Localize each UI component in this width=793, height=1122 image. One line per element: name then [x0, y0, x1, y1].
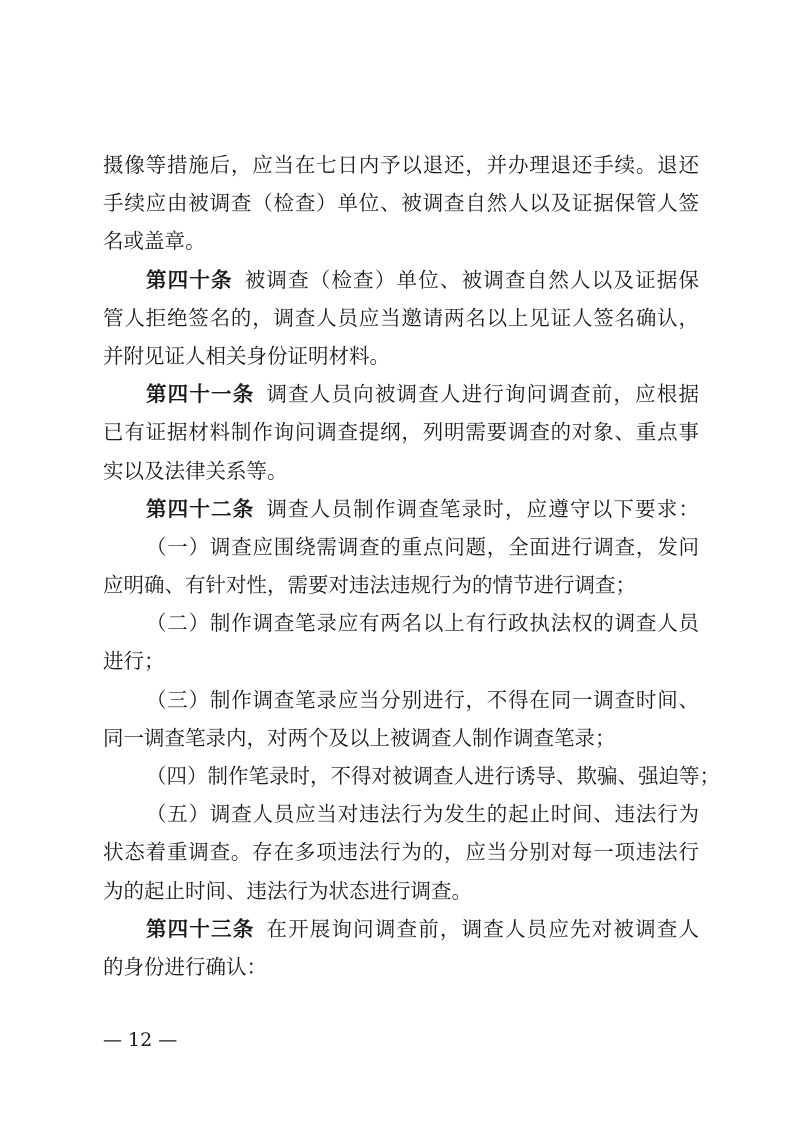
text-line: （五）调查人员应当对违法行为发生的起止时间、违法行为 — [146, 802, 699, 827]
text-line: （一）调查应围绕需调查的重点问题，全面进行调查，发问 — [146, 534, 699, 559]
text-line: 管人拒绝签名的，调查人员应当邀请两名以上见证人签名确认， — [103, 305, 699, 330]
article-paragraph — [103, 261, 699, 376]
list-item-paragraph — [103, 528, 699, 604]
text-line: （四）制作笔录时，不得对被调查人进行诱导、欺骗、强迫等； — [146, 764, 720, 788]
list-item-paragraph — [103, 604, 699, 680]
text-line: 为的起止时间、违法行为状态进行调查。 — [103, 878, 472, 903]
text-line: 摄像等措施后，应当在七日内予以退还，并办理退还手续。退还 — [103, 153, 699, 177]
text-line: 应明确、有针对性，需要对违法违规行为的情节进行调查； — [103, 573, 636, 598]
text-line: 进行； — [103, 649, 165, 674]
text-line — [103, 261, 699, 299]
text-line: 状态着重调查。存在多项违法行为的，应当分别对每一项违法行 — [103, 840, 699, 865]
article-label: 第四十三条 — [146, 916, 255, 941]
text-line: 实以及法律关系等。 — [103, 458, 288, 483]
article-text: 调查人员向被调查人进行询问调查前，应根据 — [266, 382, 699, 407]
page-number: — 12 — — [103, 1029, 178, 1051]
article-paragraph — [103, 375, 699, 490]
article-paragraph — [103, 910, 699, 986]
text-line: 名或盖章。 — [103, 229, 206, 254]
article-text: 被调查（检查）单位、被调查自然人以及证据保 — [244, 267, 699, 292]
text-line: 手续应由被调查（检查）单位、被调查自然人以及证据保管人签 — [103, 191, 699, 216]
article-label: 第四十一条 — [146, 382, 255, 407]
text-line: （二）制作调查笔录应有两名以上有行政执法权的调查人员 — [146, 611, 699, 636]
text-line — [103, 490, 699, 528]
article-text: 在开展询问调查前，调查人员应先对被调查人 — [266, 916, 699, 941]
text-line: 同一调查笔录内，对两个及以上被调查人制作调查笔录； — [103, 725, 616, 750]
text-line: 并附见证人相关身份证明材料。 — [103, 343, 390, 368]
article-paragraph — [103, 490, 699, 528]
text-line: （三）制作调查笔录应当分别进行，不得在同一调查时间、 — [146, 687, 699, 712]
body-text — [103, 146, 720, 986]
list-item-paragraph — [103, 795, 699, 910]
list-item-paragraph — [103, 757, 720, 795]
list-item-paragraph — [103, 681, 699, 757]
article-label: 第四十二条 — [146, 496, 255, 521]
text-line — [103, 910, 699, 948]
text-line — [103, 375, 699, 413]
article-label: 第四十条 — [146, 267, 233, 292]
text-line: 的身份进行确认： — [103, 954, 267, 979]
text-line: 已有证据材料制作询问调查提纲，列明需要调查的对象、重点事 — [103, 420, 699, 445]
article-text: 调查人员制作调查笔录时，应遵守以下要求： — [266, 496, 699, 521]
paragraph — [103, 146, 699, 261]
